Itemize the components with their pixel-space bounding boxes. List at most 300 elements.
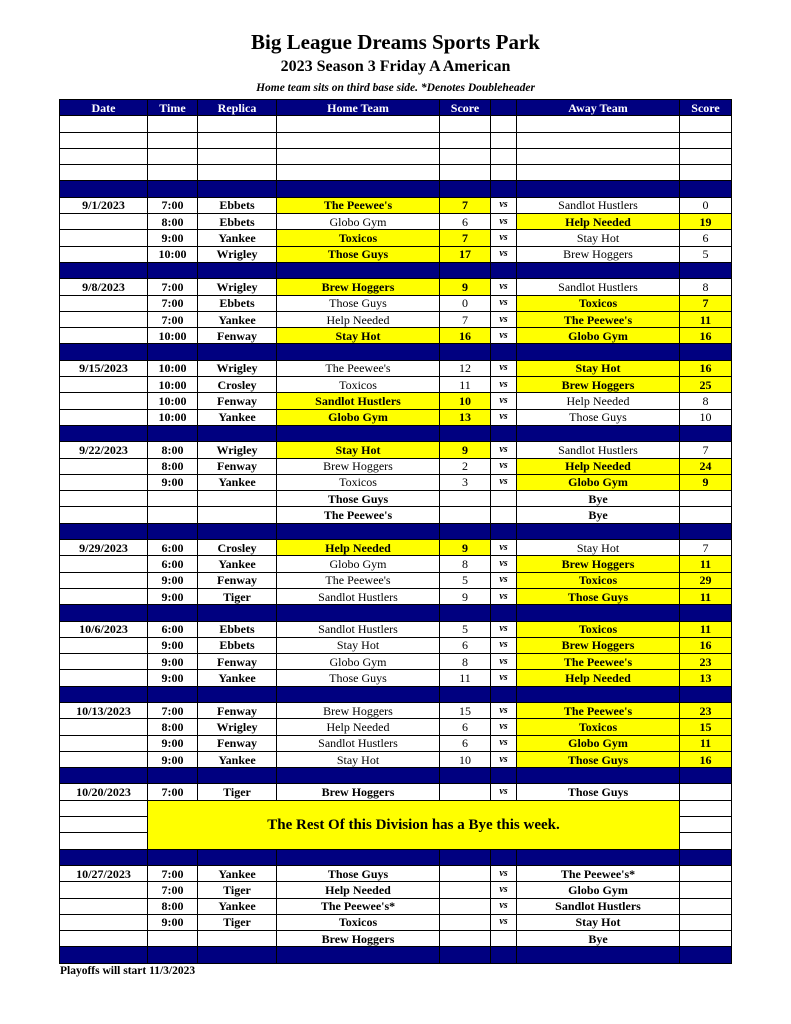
away-score: 19 [680,214,732,230]
away-team: Help Needed [517,670,680,686]
vs-label: vs [491,197,517,213]
game-date [60,491,148,507]
separator-cell [517,947,680,963]
home-team: Stay Hot [277,751,440,767]
separator-cell [517,262,680,278]
home-score [440,784,491,800]
bye-message: The Rest Of this Division has a Bye this week. [148,800,680,849]
game-row [60,295,732,311]
home-team: Those Guys [277,865,440,881]
blank-row [60,132,732,148]
home-team: The Peewee's [277,507,440,523]
separator-cell [60,849,148,865]
blank-cell [517,165,680,181]
blank-cell [491,148,517,164]
game-date [60,914,148,930]
game-row [60,311,732,327]
game-row [60,214,732,230]
game-field: Wrigley [198,442,277,458]
game-date [60,409,148,425]
page-title: Big League Dreams Sports Park [251,30,540,54]
home-score: 6 [440,637,491,653]
away-score: 8 [680,393,732,409]
away-score: 25 [680,377,732,393]
game-row [60,898,732,914]
away-score [680,914,732,930]
home-score [440,914,491,930]
game-date [60,556,148,572]
separator-cell [148,686,198,702]
game-row [60,458,732,474]
week-separator [60,849,732,865]
game-time: 6:00 [148,556,198,572]
game-time: 10:00 [148,360,198,376]
home-team: The Peewee's [277,572,440,588]
vs-label: vs [491,328,517,344]
separator-cell [680,425,732,441]
game-time: 8:00 [148,458,198,474]
separator-cell [680,947,732,963]
separator-cell [491,686,517,702]
separator-cell [277,523,440,539]
game-time: 7:00 [148,865,198,881]
game-row [60,246,732,262]
away-team: The Peewee's [517,311,680,327]
col-home-team: Home Team [277,100,440,116]
separator-cell [277,686,440,702]
game-field: Tiger [198,784,277,800]
home-team: Help Needed [277,719,440,735]
blank-cell [60,116,148,132]
bye-row [60,800,732,816]
game-time: 7:00 [148,784,198,800]
vs-label: vs [491,230,517,246]
game-field: Wrigley [198,279,277,295]
game-row [60,474,732,490]
game-field: Yankee [198,230,277,246]
game-date [60,474,148,490]
blank-cell [148,132,198,148]
game-row [60,637,732,653]
vs-label: vs [491,360,517,376]
game-field [198,491,277,507]
game-row [60,670,732,686]
game-date [60,751,148,767]
home-score: 12 [440,360,491,376]
vs-label: vs [491,540,517,556]
away-score: 11 [680,556,732,572]
week-separator [60,686,732,702]
separator-cell [148,768,198,784]
vs-label: vs [491,784,517,800]
vs-label: vs [491,702,517,718]
home-score: 8 [440,654,491,670]
game-time: 9:00 [148,637,198,653]
vs-label: vs [491,246,517,262]
separator-cell [60,181,148,197]
away-team: Bye [517,491,680,507]
home-team: Sandlot Hustlers [277,588,440,604]
home-score: 6 [440,214,491,230]
away-team: Sandlot Hustlers [517,442,680,458]
vs-label [491,491,517,507]
separator-cell [517,181,680,197]
separator-cell [148,947,198,963]
blank-cell [440,116,491,132]
separator-cell [680,686,732,702]
schedule-table [59,99,732,964]
home-score: 11 [440,670,491,686]
separator-cell [440,605,491,621]
game-row [60,865,732,881]
game-date [60,882,148,898]
separator-cell [60,686,148,702]
separator-cell [60,605,148,621]
game-date [60,670,148,686]
away-score: 11 [680,735,732,751]
home-team: The Peewee's [277,197,440,213]
home-team: Those Guys [277,295,440,311]
game-date [60,246,148,262]
game-field [198,931,277,947]
game-field: Fenway [198,702,277,718]
game-time: 8:00 [148,719,198,735]
separator-cell [60,425,148,441]
home-score: 17 [440,246,491,262]
away-score [680,898,732,914]
away-team: Those Guys [517,784,680,800]
away-team: Globo Gym [517,328,680,344]
separator-cell [60,262,148,278]
schedule-body [60,116,732,963]
home-score: 7 [440,311,491,327]
blank-cell [148,148,198,164]
separator-cell [277,425,440,441]
blank-cell [60,165,148,181]
separator-cell [198,686,277,702]
separator-cell [277,262,440,278]
game-time: 10:00 [148,328,198,344]
home-team: Globo Gym [277,654,440,670]
separator-cell [148,181,198,197]
game-field: Tiger [198,882,277,898]
game-date [60,817,148,833]
separator-cell [440,686,491,702]
game-field: Ebbets [198,295,277,311]
game-time: 7:00 [148,311,198,327]
home-team: Toxicos [277,914,440,930]
vs-label [491,507,517,523]
away-team: Toxicos [517,295,680,311]
blank-cell [440,165,491,181]
home-score [440,931,491,947]
game-row [60,442,732,458]
away-score: 11 [680,621,732,637]
game-time [148,507,198,523]
home-team: The Peewee's* [277,898,440,914]
game-field: Yankee [198,898,277,914]
col-away-score: Score [680,100,732,116]
separator-cell [440,344,491,360]
game-field: Yankee [198,865,277,881]
game-field: Yankee [198,751,277,767]
home-team: Sandlot Hustlers [277,735,440,751]
home-team: The Peewee's [277,360,440,376]
game-date: 9/8/2023 [60,279,148,295]
blank-cell [440,148,491,164]
game-row [60,572,732,588]
vs-label: vs [491,621,517,637]
game-row [60,702,732,718]
home-team: Sandlot Hustlers [277,393,440,409]
vs-label: vs [491,588,517,604]
home-team: Stay Hot [277,328,440,344]
game-date [60,377,148,393]
separator-cell [491,425,517,441]
game-date: 10/13/2023 [60,702,148,718]
game-field: Yankee [198,474,277,490]
game-date [60,719,148,735]
game-row [60,507,732,523]
game-field: Fenway [198,735,277,751]
game-date: 9/15/2023 [60,360,148,376]
vs-label [491,931,517,947]
separator-cell [517,344,680,360]
col-date: Date [60,100,148,116]
away-score: 6 [680,230,732,246]
separator-cell [517,523,680,539]
vs-label: vs [491,898,517,914]
home-score: 0 [440,295,491,311]
home-team: Brew Hoggers [277,784,440,800]
game-time: 7:00 [148,295,198,311]
separator-cell [148,849,198,865]
game-row [60,882,732,898]
separator-cell [517,605,680,621]
blank-row [60,148,732,164]
game-field: Yankee [198,556,277,572]
separator-cell [517,686,680,702]
game-time: 9:00 [148,735,198,751]
away-team: Toxicos [517,572,680,588]
away-score: 10 [680,409,732,425]
away-score: 0 [680,197,732,213]
game-row [60,279,732,295]
blank-cell [198,116,277,132]
separator-cell [491,523,517,539]
game-row [60,751,732,767]
away-team: The Peewee's* [517,865,680,881]
away-team: Help Needed [517,458,680,474]
vs-label: vs [491,572,517,588]
away-team: Help Needed [517,214,680,230]
home-score: 7 [440,230,491,246]
blank-cell [491,132,517,148]
game-date [60,230,148,246]
game-time: 10:00 [148,409,198,425]
home-score: 8 [440,556,491,572]
home-team: Globo Gym [277,409,440,425]
header-row [60,100,732,116]
separator-cell [277,605,440,621]
col-home-score: Score [440,100,491,116]
game-row [60,540,732,556]
home-score [440,865,491,881]
game-time: 10:00 [148,377,198,393]
home-score: 10 [440,393,491,409]
separator-cell [277,947,440,963]
separator-cell [198,344,277,360]
separator-cell [60,344,148,360]
game-field: Yankee [198,670,277,686]
away-team: Brew Hoggers [517,556,680,572]
game-field: Ebbets [198,197,277,213]
away-team: Stay Hot [517,230,680,246]
game-date: 9/29/2023 [60,540,148,556]
separator-cell [148,425,198,441]
separator-cell [148,523,198,539]
separator-cell [680,523,732,539]
separator-cell [148,344,198,360]
vs-label: vs [491,751,517,767]
away-score [680,931,732,947]
game-field: Crosley [198,540,277,556]
away-score: 16 [680,360,732,376]
away-team: Stay Hot [517,914,680,930]
home-team: Stay Hot [277,442,440,458]
game-field: Fenway [198,458,277,474]
week-separator [60,947,732,963]
game-row [60,360,732,376]
separator-cell [60,523,148,539]
away-score [680,507,732,523]
game-time: 9:00 [148,670,198,686]
game-date [60,833,148,849]
away-score [680,865,732,881]
home-score: 5 [440,572,491,588]
home-score: 9 [440,588,491,604]
game-field: Ebbets [198,637,277,653]
home-score [440,507,491,523]
game-time: 8:00 [148,214,198,230]
game-field: Wrigley [198,360,277,376]
separator-cell [491,947,517,963]
home-team: Help Needed [277,311,440,327]
vs-label: vs [491,914,517,930]
vs-label: vs [491,735,517,751]
game-row [60,409,732,425]
home-team: Those Guys [277,670,440,686]
separator-cell [277,344,440,360]
game-date [60,898,148,914]
game-time: 9:00 [148,654,198,670]
col-away-team: Away Team [517,100,680,116]
game-field: Fenway [198,572,277,588]
game-date [60,735,148,751]
separator-cell [517,849,680,865]
home-team: Sandlot Hustlers [277,621,440,637]
home-score [440,898,491,914]
game-date [60,800,148,816]
game-time: 8:00 [148,442,198,458]
vs-label: vs [491,882,517,898]
game-date [60,458,148,474]
separator-cell [198,523,277,539]
home-team: Those Guys [277,491,440,507]
game-time: 9:00 [148,588,198,604]
separator-cell [491,768,517,784]
separator-cell [198,849,277,865]
game-field: Fenway [198,393,277,409]
week-separator [60,605,732,621]
separator-cell [198,947,277,963]
game-date [60,931,148,947]
blank-cell [517,132,680,148]
away-score [680,784,732,800]
game-time: 7:00 [148,882,198,898]
away-score: 13 [680,670,732,686]
away-team: Brew Hoggers [517,637,680,653]
away-score: 16 [680,328,732,344]
game-date [60,393,148,409]
away-team: Stay Hot [517,540,680,556]
blank-cell [198,165,277,181]
game-row [60,654,732,670]
separator-cell [148,605,198,621]
game-date [60,637,148,653]
blank-cell [517,148,680,164]
blank-cell [277,165,440,181]
away-score: 24 [680,458,732,474]
away-team: Sandlot Hustlers [517,197,680,213]
game-field: Yankee [198,311,277,327]
separator-cell [517,425,680,441]
home-score: 9 [440,540,491,556]
separator-cell [440,849,491,865]
game-date [60,311,148,327]
game-field: Ebbets [198,621,277,637]
vs-label: vs [491,409,517,425]
away-team: Bye [517,507,680,523]
away-team: The Peewee's [517,654,680,670]
away-score: 11 [680,588,732,604]
away-team: Those Guys [517,751,680,767]
game-date: 10/27/2023 [60,865,148,881]
home-team: Toxicos [277,377,440,393]
away-score: 11 [680,311,732,327]
separator-cell [60,768,148,784]
home-team: Toxicos [277,474,440,490]
game-field: Fenway [198,328,277,344]
blank-row [60,116,732,132]
game-date: 9/1/2023 [60,197,148,213]
blank-cell [277,148,440,164]
away-team: Brew Hoggers [517,246,680,262]
week-separator [60,262,732,278]
game-row [60,931,732,947]
away-team: Toxicos [517,621,680,637]
game-time [148,491,198,507]
away-score: 8 [680,279,732,295]
blank-cell [277,116,440,132]
game-field [198,507,277,523]
separator-cell [440,947,491,963]
game-date: 9/22/2023 [60,442,148,458]
home-score: 9 [440,279,491,295]
home-score: 9 [440,442,491,458]
home-team: Globo Gym [277,214,440,230]
separator-cell [198,605,277,621]
